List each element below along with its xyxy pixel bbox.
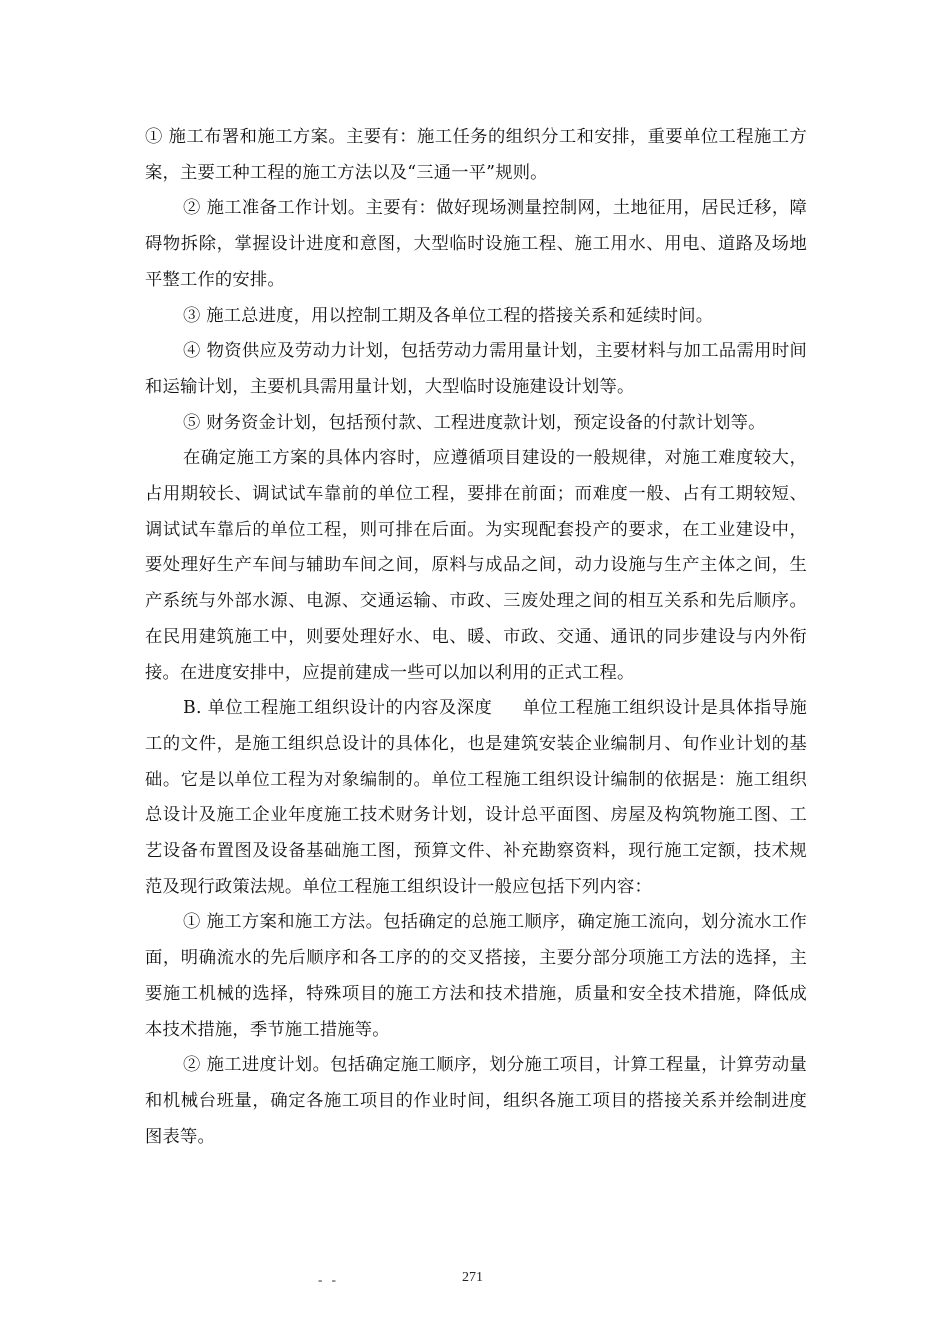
paragraph-construction-method: ① 施工方案和施工方法。包括确定的总施工顺序，确定施工流向，划分流水工作面，明确流水的先后顺序和各工序的的交叉搭接，主要分部分项施工方法的选择，主要施工机械的选择，特殊项目的施工方法和技术措施，质量和安全技术措施，降低成本技术措施，季节施工措施等。: [145, 912, 807, 1040]
paragraph-deployment-plan: ① 施工布署和施工方案。主要有：施工任务的组织分工和安排，重要单位工程施工方案，主要工种工程的施工方法以及“三通一平”规则。: [145, 127, 807, 183]
paragraph-construction-scheme-rules: 在确定施工方案的具体内容时，应遵循项目建设的一般规律，对施工难度较大，占用期较长、调试试车靠前的单位工程，要排在前面；而难度一般、占有工期较短、调试试车靠后的单位工程，则可排在后面。为实现配套投产的要求，在工业建设中，要处理好生产车间与辅助车间之间，原料与成品之间，动力设施与生产主体之间，生产系统与外部水源、电源、交通运输、市政、三废处理之间的相互关系和先后顺序。在民用建筑施工中，则要处理好水、电、暖、市政、交通、通讯的同步建设与内外衔接。在进度安排中，应提前建成一些可以加以利用的正式工程。: [145, 448, 807, 683]
section-b-text: 单位工程施工组织设计是具体指导施工的文件，是施工组织总设计的具体化，也是建筑安装企业编制月、旬作业计划的基础。它是以单位工程为对象编制的。单位工程施工组织设计编制的依据是：施工组织总设计及施工企业年度施工技术财务计划，设计总平面图、房屋及构筑物施工图、工艺设备布置图及设备基础施工图，预算文件、补充勘察资料，现行施工定额，技术规范及现行政策法规。单位工程施工组织设计一般应包括下列内容：: [145, 698, 807, 897]
section-b-heading: B. 单位工程施工组织设计的内容及深度: [183, 698, 493, 719]
footer-dashes: - -: [318, 1272, 339, 1287]
page-number: 271: [462, 1270, 483, 1285]
paragraph-section-b: [145, 691, 807, 905]
paragraph-master-schedule: ③ 施工总进度，用以控制工期及各单位工程的搭接关系和延续时间。: [183, 305, 714, 326]
paragraph-materials-labor-plan: ④ 物资供应及劳动力计划，包括劳动力需用量计划，主要材料与加工品需用时间和运输计划，主要机具需用量计划，大型临时设施建设计划等。: [145, 341, 807, 397]
document-body: [145, 120, 807, 1155]
paragraph-preparation-plan: ② 施工准备工作计划。主要有：做好现场测量控制网，土地征用，居民迁移，障碍物拆除，掌握设计进度和意图，大型临时设施工程、施工用水、用电、道路及场地平整工作的安排。: [145, 198, 807, 290]
paragraph-progress-plan: ② 施工进度计划。包括确定施工顺序，划分施工项目，计算工程量，计算劳动量和机械台班量，确定各施工项目的作业时间，组织各施工项目的搭接关系并绘制进度图表等。: [145, 1055, 807, 1147]
paragraph-financial-plan: ⑤ 财务资金计划，包括预付款、工程进度款计划，预定设备的付款计划等。: [183, 412, 766, 433]
